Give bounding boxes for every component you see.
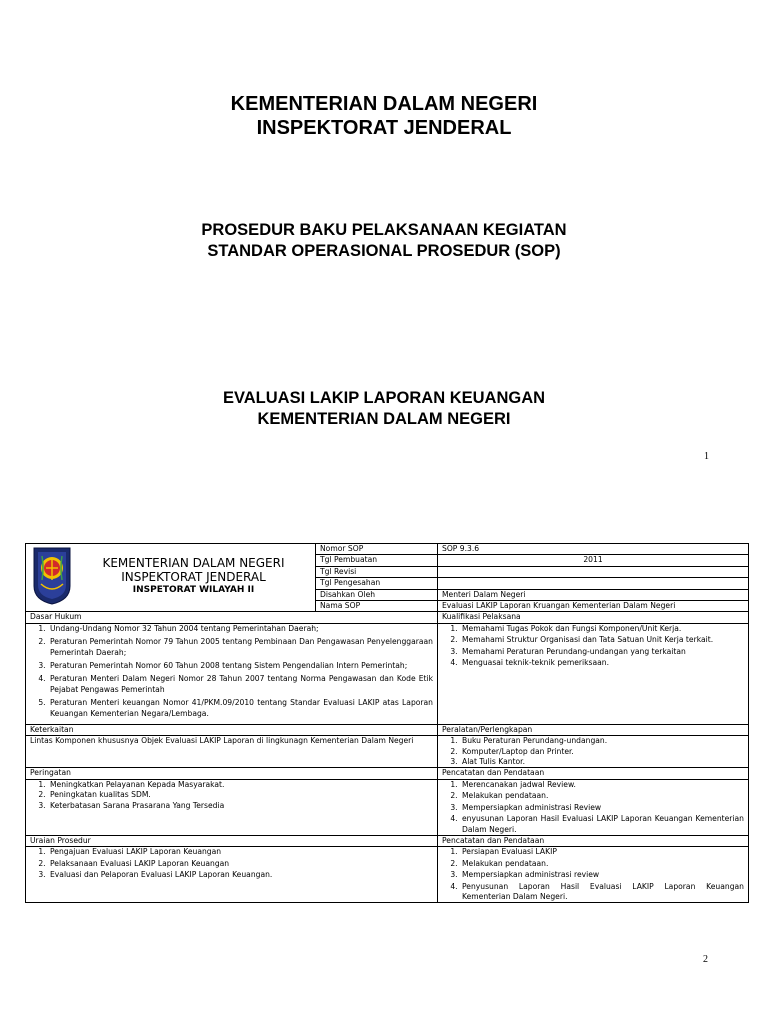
list-item: 5. Peraturan Menteri keuangan Nomor 41/PKM.09/2010 tentang Standar Evaluasi LAKIP atas Laporan Keuangan Kementerian Negara/Lembaga. (48, 698, 433, 719)
list-item: 3. Alat Tulis Kantor. (460, 757, 744, 767)
meta-label: Nama SOP (316, 601, 438, 612)
pencatatan-2-list (442, 847, 744, 902)
cover-title-line2: KEMENTERIAN DALAM NEGERI (257, 410, 511, 428)
page-number-2: 2 (703, 954, 708, 965)
list-item: 1. Memahami Tugas Pokok dan Fungsi Komponen/Unit Kerja. (460, 624, 744, 634)
list-item: 2. Melakukan pendataan. (460, 791, 744, 801)
peringatan-list-cell (26, 779, 438, 835)
meta-label: Tgl Pengesahan (316, 578, 438, 589)
list-item: 1. Meningkatkan Pelayanan Kepada Masyarakat. (48, 780, 433, 790)
sop-table (25, 543, 749, 903)
kualifikasi-list (442, 624, 744, 669)
sop-header-line1: KEMENTERIAN DALAM NEGERI (102, 555, 285, 570)
cover-subtitle-line1: PROSEDUR BAKU PELAKSANAAN KEGIATAN (201, 221, 567, 239)
list-item: 1. Buku Peraturan Perundang-undangan. (460, 736, 744, 746)
section-label-uraian: Uraian Prosedur (26, 835, 438, 846)
cover-subtitle (0, 220, 768, 262)
dasar-hukum-list (30, 624, 433, 719)
list-item: 2. Peraturan Pemerintah Nomor 79 Tahun 2005 tentang Pembinaan Dan Pengawasan Penyelenggaraan Pemerintah Daerah; (48, 637, 433, 658)
list-item: 1. Merencanakan jadwal Review. (460, 780, 744, 790)
list-item: 1. Undang-Undang Nomor 32 Tahun 2004 tentang Pemerintahan Daerah; (48, 624, 433, 634)
meta-label: Disahkan Oleh (316, 589, 438, 600)
section-label-pencatatan-1: Pencatatan dan Pendataan (438, 768, 749, 779)
uraian-list (30, 847, 433, 880)
meta-label: Nomor SOP (316, 544, 438, 555)
pencatatan-1-list (442, 780, 744, 835)
meta-label: Tgl Revisi (316, 566, 438, 577)
list-item: 4. Penyusunan Laporan Hasil Evaluasi LAKIP Laporan Keuangan Kementerian Dalam Negeri. (460, 882, 744, 903)
section-label-peralatan: Peralatan/Perlengkapan (438, 724, 749, 735)
list-item: 3. Evaluasi dan Pelaporan Evaluasi LAKIP Laporan Keuangan. (48, 870, 433, 880)
list-item: 2. Peningkatan kualitas SDM. (48, 790, 433, 800)
meta-value: 2011 (438, 555, 749, 566)
list-item: 2. Melakukan pendataan. (460, 859, 744, 869)
meta-value: Menteri Dalam Negeri (438, 589, 749, 600)
sop-header-text (72, 556, 315, 597)
list-item: 3. Mempersiapkan administrasi Review (460, 803, 744, 813)
cover-title (0, 388, 768, 430)
list-item: 3. Mempersiapkan administrasi review (460, 870, 744, 880)
list-item: 4. Menguasai teknik-teknik pemeriksaan. (460, 658, 744, 668)
list-item: 3. Memahami Peraturan Perundang-undangan yang terkaitan (460, 647, 744, 657)
section-label-peringatan: Peringatan (26, 768, 438, 779)
kemendagri-logo-icon (32, 546, 72, 606)
peralatan-list (442, 736, 744, 767)
sop-header-cell (26, 544, 316, 612)
dasar-hukum-list-cell (26, 623, 438, 724)
list-item: 1. Persiapan Evaluasi LAKIP (460, 847, 744, 857)
section-label-keterkaitan: Keterkaitan (26, 724, 438, 735)
cover-header (0, 92, 768, 140)
meta-value (438, 578, 749, 589)
peringatan-list (30, 780, 433, 811)
peralatan-list-cell (438, 736, 749, 768)
meta-value (438, 566, 749, 577)
list-item: 4. Peraturan Menteri Dalam Negeri Nomor 28 Tahun 2007 tentang Norma Pengawasan dan Kode Etik Pejabat Pengawas Pemerintah (48, 674, 433, 695)
list-item: 2. Memahami Struktur Organisasi dan Tata Satuan Unit Kerja terkait. (460, 635, 744, 645)
list-item: 1. Pengajuan Evaluasi LAKIP Laporan Keuangan (48, 847, 433, 857)
cover-header-line2: INSPEKTORAT JENDERAL (256, 117, 512, 139)
page-number-1: 1 (704, 451, 709, 462)
sop-header-line3: INSPETORAT WILAYAH II (132, 584, 255, 595)
cover-subtitle-line2: STANDAR OPERASIONAL PROSEDUR (SOP) (207, 242, 561, 260)
list-item: 3. Keterbatasan Sarana Prasarana Yang Tersedia (48, 801, 433, 811)
meta-value: Evaluasi LAKIP Laporan Kruangan Kementerian Dalam Negeri (438, 601, 749, 612)
keterkaitan-text: Lintas Komponen khususnya Objek Evaluasi LAKIP Laporan di lingkunagn Kementerian Dalam Negeri (26, 736, 438, 768)
section-label-pencatatan-2: Pencatatan dan Pendataan (438, 835, 749, 846)
kualifikasi-list-cell (438, 623, 749, 724)
uraian-list-cell (26, 847, 438, 903)
list-item: 2. Komputer/Laptop dan Printer. (460, 747, 744, 757)
list-item: 2. Pelaksanaan Evaluasi LAKIP Laporan Keuangan (48, 859, 433, 869)
meta-value: SOP 9.3.6 (438, 544, 749, 555)
list-item: 4. enyusunan Laporan Hasil Evaluasi LAKIP Laporan Keuangan Kementerian Dalam Negeri. (460, 814, 744, 835)
sop-header-line2: INSPEKTORAT JENDERAL (121, 569, 266, 584)
list-item: 3. Peraturan Pemerintah Nomor 60 Tahun 2008 tentang Sistem Pengendalian Intern Pemerintah; (48, 661, 433, 671)
cover-header-line1: KEMENTERIAN DALAM NEGERI (230, 93, 538, 115)
pencatatan-2-list-cell (438, 847, 749, 903)
section-label-dasar-hukum: Dasar Hukum (26, 612, 438, 623)
section-label-kualifikasi: Kualifikasi Pelaksana (438, 612, 749, 623)
pencatatan-1-list-cell (438, 779, 749, 835)
meta-label: Tgl Pembuatan (316, 555, 438, 566)
cover-title-line1: EVALUASI LAKIP LAPORAN KEUANGAN (222, 389, 546, 407)
